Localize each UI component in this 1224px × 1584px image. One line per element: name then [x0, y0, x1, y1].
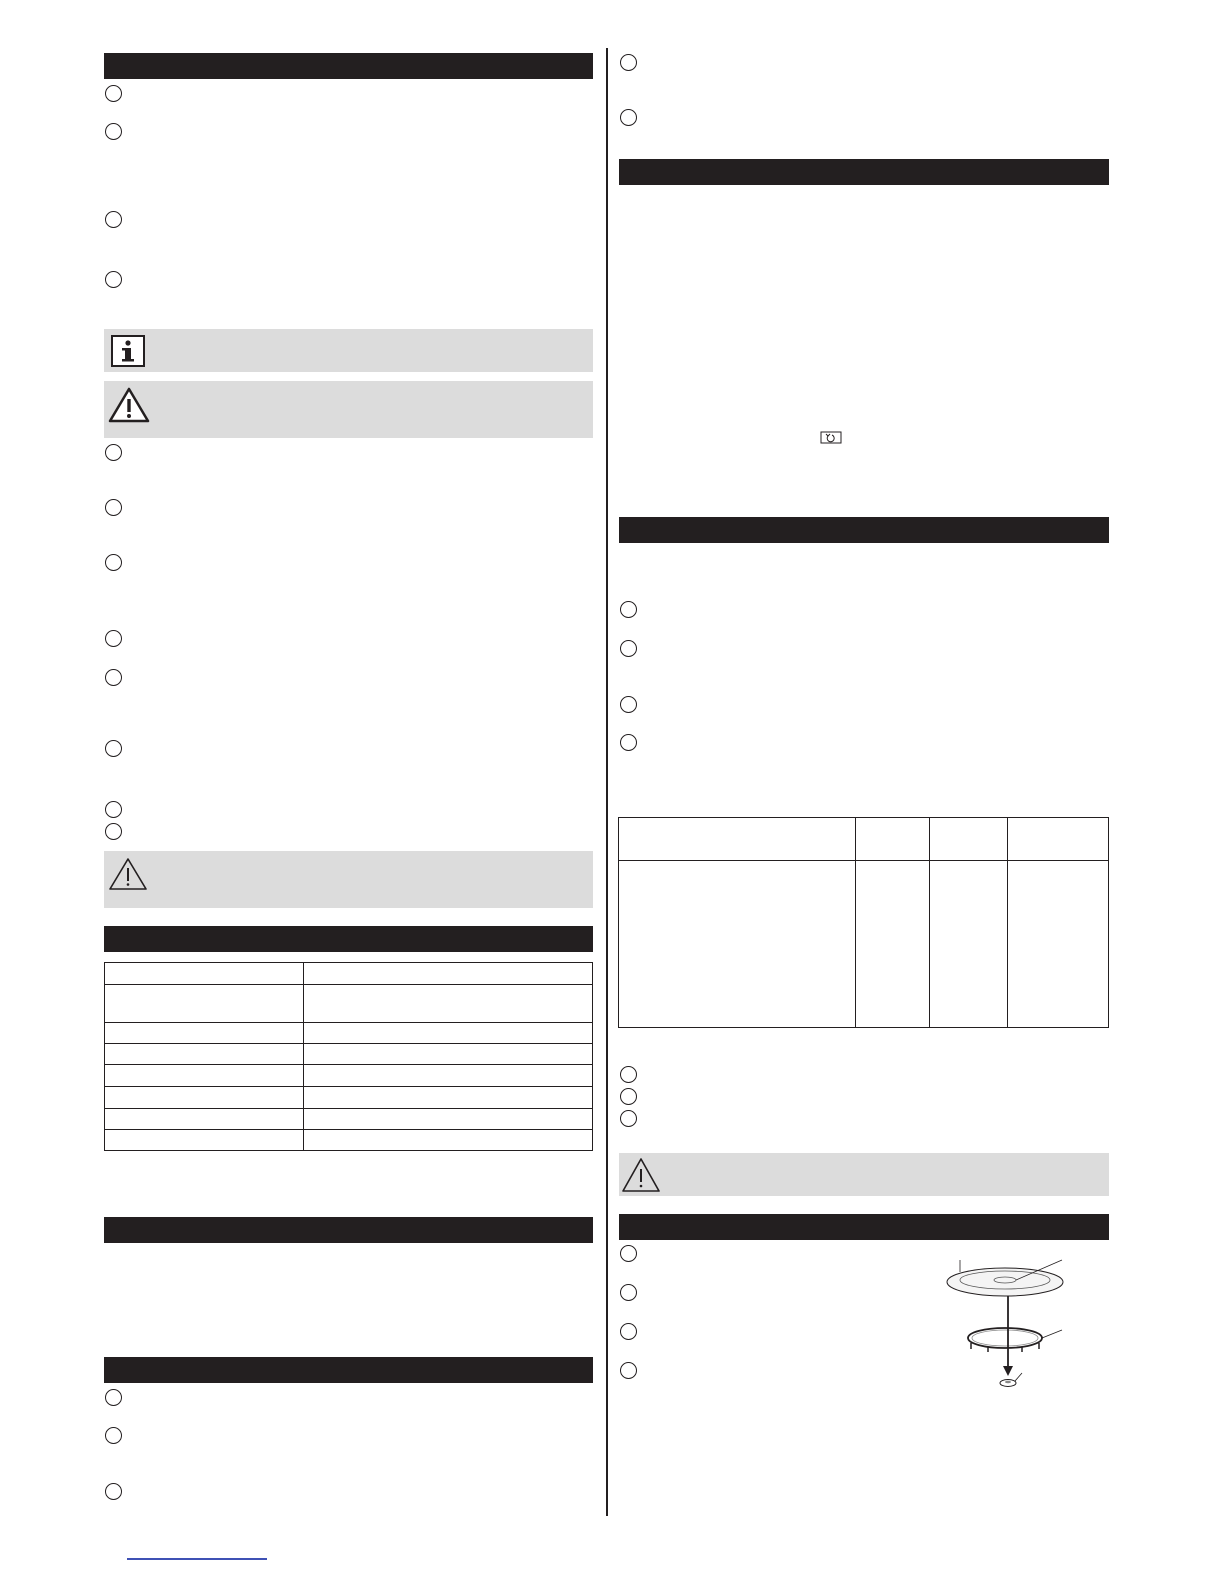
step-marker	[105, 740, 122, 757]
step-marker	[105, 211, 122, 228]
table-cell	[856, 861, 930, 1028]
footer-link[interactable]	[127, 1558, 267, 1560]
step-marker	[105, 823, 122, 840]
section-header-bar	[619, 517, 1109, 543]
table-cell	[105, 1130, 304, 1151]
step-marker	[620, 1323, 637, 1340]
table-row	[105, 1023, 593, 1044]
column-divider	[606, 48, 608, 1516]
table-cell	[930, 861, 1008, 1028]
rotate-square-icon	[820, 431, 842, 444]
table-cell	[1008, 861, 1109, 1028]
step-marker	[105, 123, 122, 140]
table-cell	[105, 1065, 304, 1087]
step-marker	[105, 1389, 122, 1406]
section-header-bar	[104, 1357, 593, 1383]
table-header-row	[619, 818, 1109, 861]
table-cell	[304, 1109, 593, 1130]
table-header-cell	[1008, 818, 1109, 861]
info-note-box	[104, 329, 593, 372]
table-row	[105, 1109, 593, 1130]
table-cell	[304, 1044, 593, 1065]
table-row	[105, 985, 593, 1023]
step-marker	[620, 1284, 637, 1301]
table-cell	[105, 1023, 304, 1044]
table-cell	[105, 963, 304, 985]
step-marker	[105, 630, 122, 647]
step-marker	[620, 696, 637, 713]
table-row	[619, 861, 1109, 1028]
step-marker	[105, 669, 122, 686]
table-row	[105, 1065, 593, 1087]
step-marker	[105, 271, 122, 288]
cooking-table	[618, 817, 1109, 1028]
step-marker	[620, 109, 637, 126]
section-header-bar	[104, 1217, 593, 1243]
step-marker	[620, 640, 637, 657]
step-marker	[105, 499, 122, 516]
section-header-bar	[104, 926, 593, 952]
section-header-bar	[104, 53, 593, 79]
step-marker	[105, 1427, 122, 1444]
table-header-cell	[930, 818, 1008, 861]
table-cell	[105, 1087, 304, 1109]
table-cell	[105, 985, 304, 1023]
table-header-cell	[619, 818, 856, 861]
table-cell	[304, 1023, 593, 1044]
section-header-bar	[619, 1214, 1109, 1240]
specification-table	[104, 962, 593, 1151]
table-cell	[304, 1087, 593, 1109]
table-row	[105, 1044, 593, 1065]
table-header-cell	[856, 818, 930, 861]
info-icon	[111, 335, 145, 367]
table-cell	[105, 1044, 304, 1065]
step-marker	[105, 801, 122, 818]
step-marker	[105, 554, 122, 571]
table-row	[105, 1087, 593, 1109]
table-row	[105, 1130, 593, 1151]
step-marker	[620, 1088, 637, 1105]
step-marker	[105, 85, 122, 102]
table-row	[105, 963, 593, 985]
warning-triangle-icon	[108, 857, 148, 891]
table-cell	[304, 1065, 593, 1087]
step-marker	[620, 1362, 637, 1379]
warning-note-box	[104, 851, 593, 908]
warning-note-box	[104, 381, 593, 438]
warning-triangle-icon	[621, 1157, 661, 1193]
warning-triangle-icon	[108, 387, 150, 423]
step-marker	[620, 1066, 637, 1083]
step-marker	[620, 601, 637, 618]
table-cell	[304, 1130, 593, 1151]
step-marker	[620, 734, 637, 751]
section-header-bar	[619, 159, 1109, 185]
step-marker	[105, 444, 122, 461]
warning-note-box	[619, 1153, 1109, 1196]
turntable-assembly-illustration	[940, 1252, 1070, 1397]
table-cell	[619, 861, 856, 1028]
table-cell	[304, 963, 593, 985]
step-marker	[620, 54, 637, 71]
step-marker	[620, 1245, 637, 1262]
step-marker	[105, 1483, 122, 1500]
table-cell	[105, 1109, 304, 1130]
step-marker	[620, 1110, 637, 1127]
table-cell	[304, 985, 593, 1023]
